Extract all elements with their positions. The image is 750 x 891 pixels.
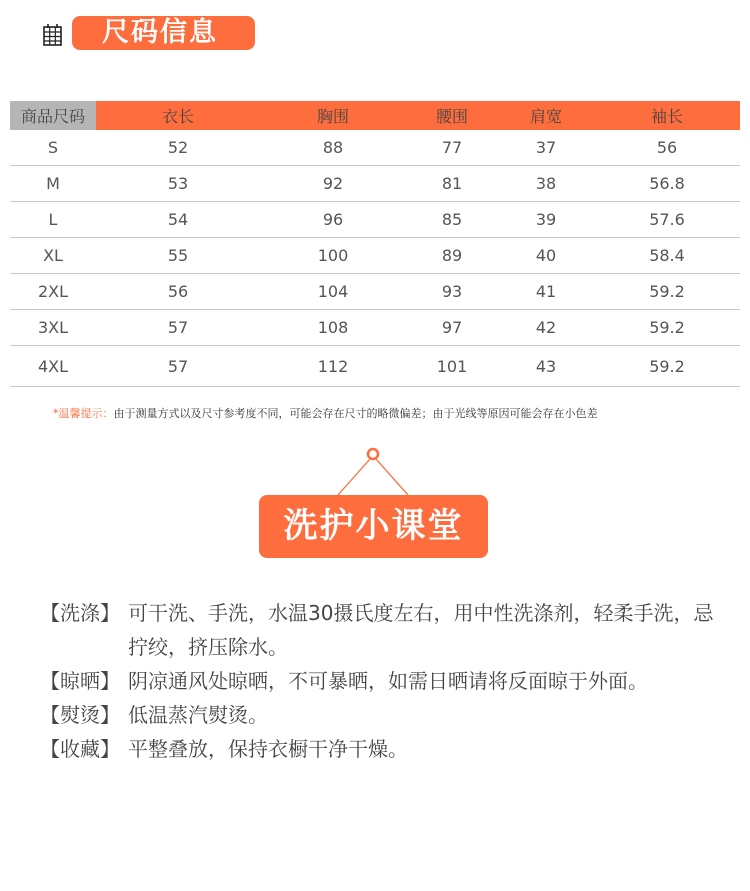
measurement-tip — [53, 405, 743, 421]
table-cell: 96 — [260, 202, 406, 238]
table-row — [10, 310, 740, 346]
table-cell: 3XL — [10, 310, 96, 346]
table-cell: 52 — [96, 130, 260, 166]
column-header: 胸围 — [260, 101, 406, 130]
size-info-title: 尺码信息 — [72, 16, 255, 50]
table-cell: 89 — [406, 238, 498, 274]
size-info-header — [0, 0, 750, 60]
table-cell: 81 — [406, 166, 498, 202]
table-cell: 54 — [96, 202, 260, 238]
table-cell: 59.2 — [594, 274, 740, 310]
table-cell: 92 — [260, 166, 406, 202]
table-cell: 56 — [594, 130, 740, 166]
size-table — [10, 101, 740, 387]
table-row — [10, 130, 740, 166]
care-item-label: 【晾晒】 — [40, 669, 120, 693]
table-cell: 39 — [498, 202, 594, 238]
care-item-label: 【洗涤】 — [40, 601, 120, 625]
table-header-row — [10, 101, 740, 130]
table-cell: 41 — [498, 274, 594, 310]
table-cell: 57 — [96, 310, 260, 346]
table-cell: 56.8 — [594, 166, 740, 202]
column-header: 肩宽 — [498, 101, 594, 130]
table-row — [10, 202, 740, 238]
table-cell: 108 — [260, 310, 406, 346]
table-cell: 55 — [96, 238, 260, 274]
table-cell: 38 — [498, 166, 594, 202]
table-cell: 59.2 — [594, 310, 740, 346]
table-cell: 85 — [406, 202, 498, 238]
care-item-label: 【熨烫】 — [40, 703, 120, 727]
table-cell: 58.4 — [594, 238, 740, 274]
care-item-washing — [40, 596, 740, 664]
table-cell: 43 — [498, 346, 594, 387]
table-cell: 88 — [260, 130, 406, 166]
table-cell: 112 — [260, 346, 406, 387]
care-item-ironing — [40, 698, 740, 732]
table-cell: 93 — [406, 274, 498, 310]
table-cell: 56 — [96, 274, 260, 310]
care-title: 洗护小课堂 — [259, 495, 488, 558]
care-item-storage — [40, 732, 740, 766]
table-cell: 59.2 — [594, 346, 740, 387]
table-cell: 97 — [406, 310, 498, 346]
care-instructions — [40, 596, 740, 766]
table-cell: XL — [10, 238, 96, 274]
column-header: 腰围 — [406, 101, 498, 130]
table-cell: 57 — [96, 346, 260, 387]
table-cell: 53 — [96, 166, 260, 202]
table-cell: S — [10, 130, 96, 166]
column-header: 商品尺码 — [10, 101, 96, 130]
care-item-text: 可干洗、手洗，水温30摄氏度左右，用中性洗涤剂，轻柔手洗，忌拧绞，挤压除水。 — [128, 601, 714, 659]
table-cell: 4XL — [10, 346, 96, 387]
table-row — [10, 166, 740, 202]
care-item-text: 低温蒸汽熨烫。 — [128, 703, 268, 727]
table-cell: 100 — [260, 238, 406, 274]
table-cell: 104 — [260, 274, 406, 310]
table-cell: 77 — [406, 130, 498, 166]
table-cell: 37 — [498, 130, 594, 166]
hanger-icon — [330, 445, 420, 500]
tip-text: 由于测量方式以及尺寸参考度不同，可能会存在尺寸的略微偏差；由于光线等原因可能会存在小色差 — [113, 407, 598, 420]
column-header: 袖长 — [594, 101, 740, 130]
calendar-grid-icon — [43, 23, 62, 46]
table-cell: 2XL — [10, 274, 96, 310]
tip-label: *温馨提示： — [53, 407, 114, 420]
table-cell: 101 — [406, 346, 498, 387]
table-row — [10, 274, 740, 310]
column-header: 衣长 — [96, 101, 260, 130]
table-row — [10, 238, 740, 274]
care-item-drying — [40, 664, 740, 698]
table-cell: 40 — [498, 238, 594, 274]
table-cell: L — [10, 202, 96, 238]
table-cell: M — [10, 166, 96, 202]
table-cell: 42 — [498, 310, 594, 346]
care-item-label: 【收藏】 — [40, 737, 120, 761]
care-item-text: 阴凉通风处晾晒，不可暴晒，如需日晒请将反面晾于外面。 — [128, 669, 648, 693]
care-item-text: 平整叠放，保持衣橱干净干燥。 — [128, 737, 408, 761]
table-cell: 57.6 — [594, 202, 740, 238]
table-row — [10, 346, 740, 387]
